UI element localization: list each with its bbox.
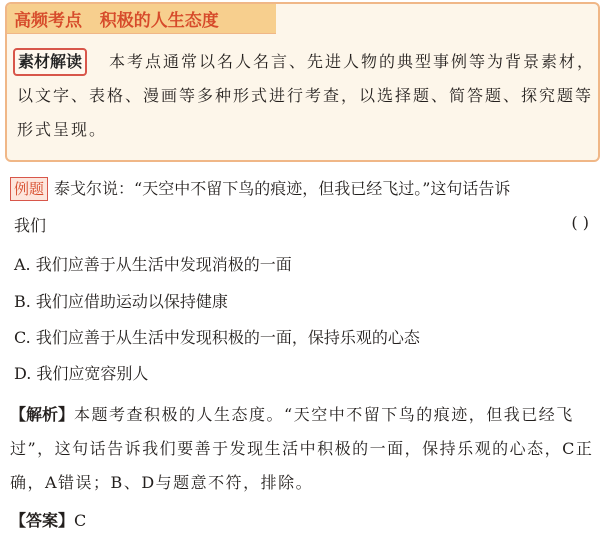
section-title: 高频考点 积极的人生态度 [7,4,276,34]
answer-blank: ( ) [571,213,589,232]
option-a: A. 我们应善于从生活中发现消极的一面 [14,255,292,274]
question-stem-line2: 我们 [14,216,47,235]
analysis-text: 本题考查积极的人生态度。“天空中不留下鸟的痕迹，但我已经飞过”，这句话告诉我们要善于发现生活中积极的一面，保持乐观的心态，C正确，A错误；B、D与题意不符，排除。 [10,405,594,492]
analysis-paragraph [10,398,595,500]
analysis-label: 【解析】 [10,405,75,424]
option-b: B. 我们应借助运动以保持健康 [14,292,228,311]
material-tag: 素材解读 [13,48,87,76]
material-text: 本考点通常以名人名言、先进人物的典型事例等为背景素材，以文字、表格、漫画等多种形式进行考查，以选择题、简答题、探究题等形式呈现。 [17,52,596,139]
question-stem-text: 泰戈尔说：“天空中不留下鸟的痕迹，但我已经飞过。”这句话告诉 [54,179,511,198]
option-d: D. 我们应宽容别人 [14,364,149,383]
example-tag: 例题 [10,177,48,201]
material-box [5,2,600,162]
answer-line [10,508,86,531]
answer-value: C [74,511,87,530]
option-c: C. 我们应善于从生活中发现积极的一面，保持乐观的心态 [14,328,420,347]
question-stem-line1 [10,176,510,201]
answer-label: 【答案】 [10,511,75,530]
